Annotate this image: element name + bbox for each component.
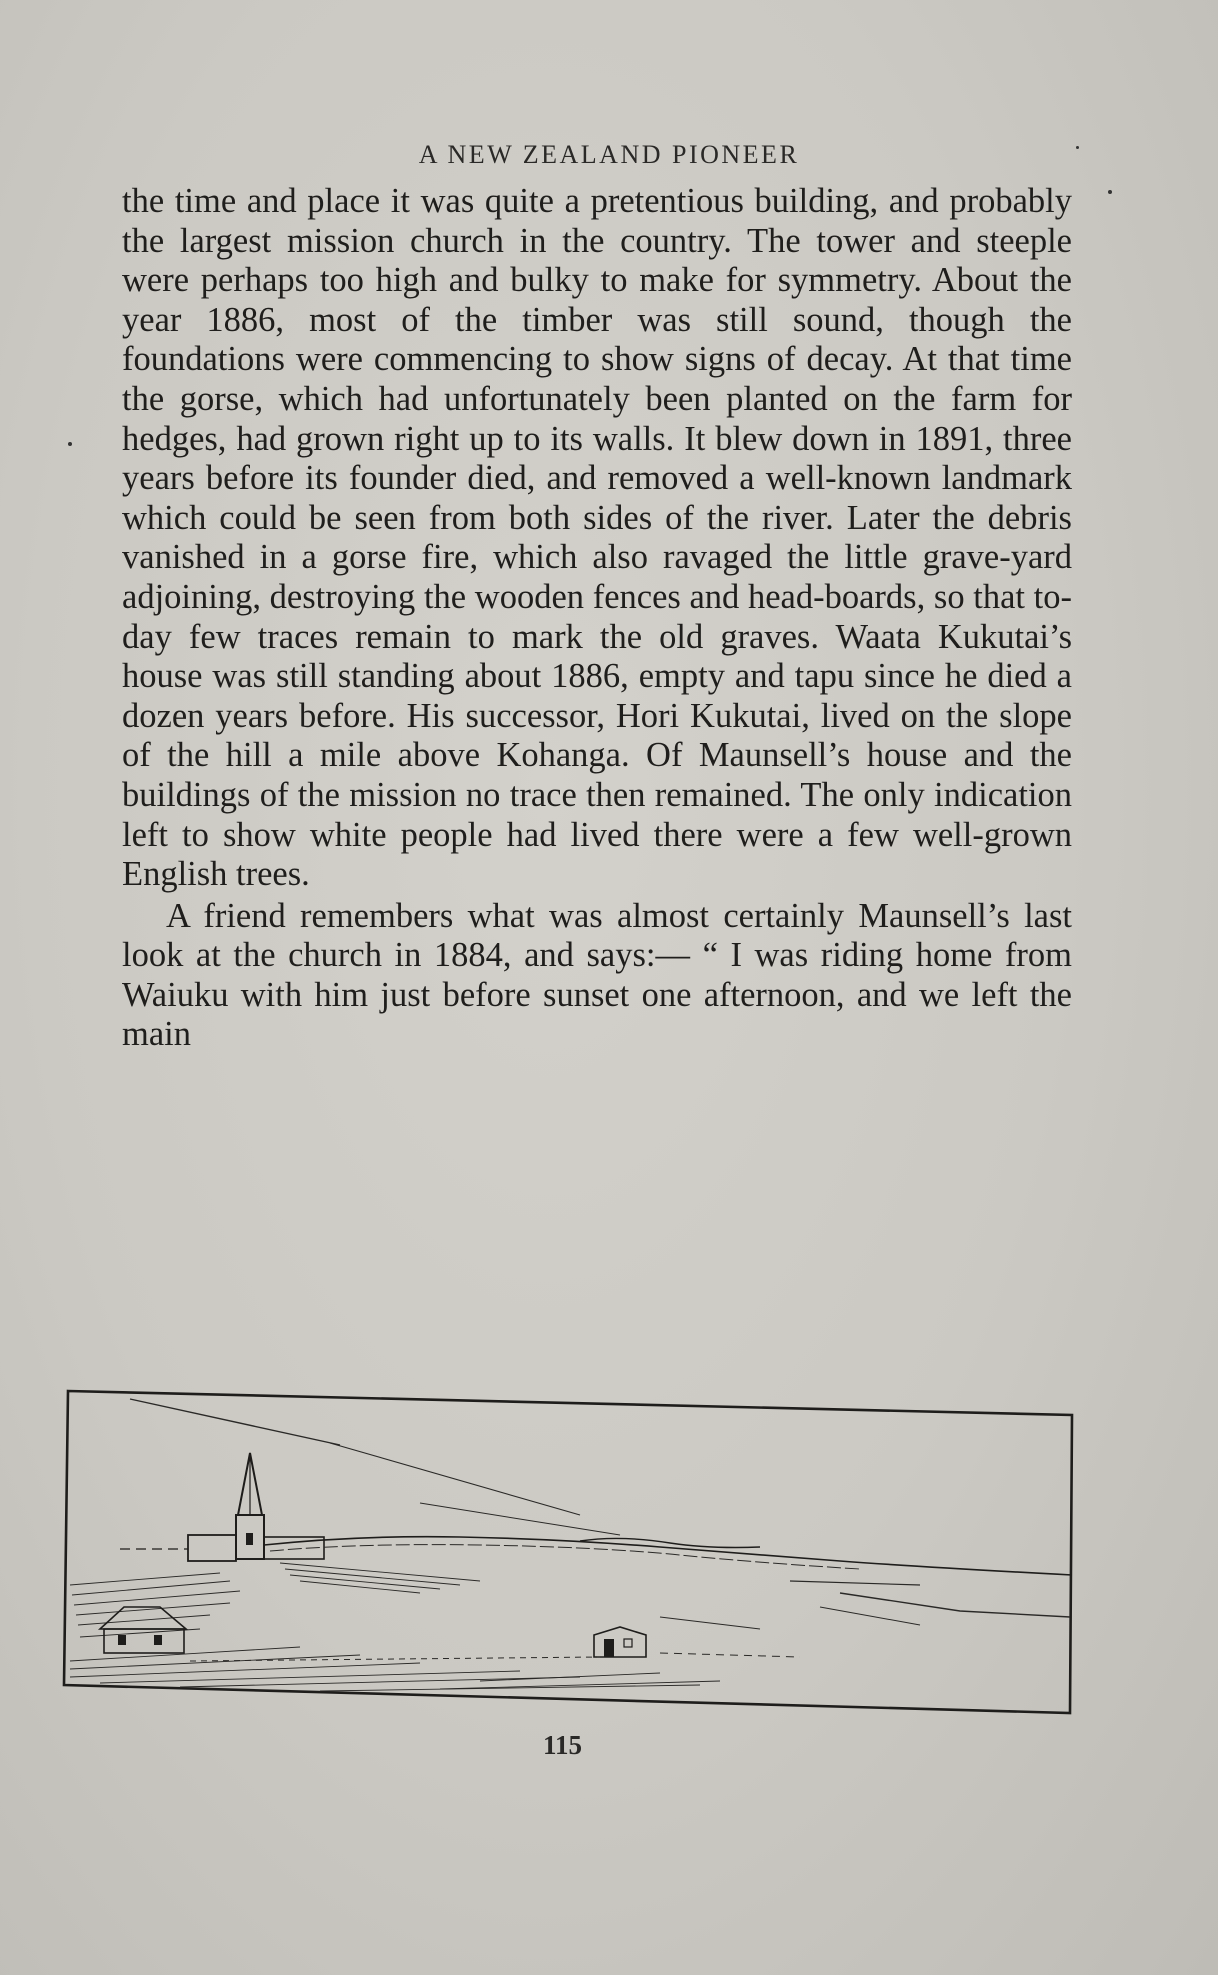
paper-speck: [1076, 146, 1079, 149]
church-landscape-illustration: [60, 1385, 1078, 1715]
paper-speck: [1108, 190, 1112, 194]
paragraph-1: the time and place it was quite a pretentious building, and probably the largest mission church in the country. The tower and steeple were perhaps too high and bulky to make for symmetry. About the year 1886, most of the timber was still sound, though the foundations were commencing to show signs of decay. At that time the gorse, which had unfortunately been planted on the farm for hedges, had grown right up to its walls. It blew down in 1891, three years before its founder died, and removed a well-known landmark which could be seen from both sides of the river. Later the debris vanished in a gorse fire, which also ravaged the little grave-yard adjoining, destroying the wooden fences and head-boards, so that to-day few traces remain to mark the old graves. Waata Kukutai’s house was still standing about 1886, empty and tapu since he died a dozen years before. His successor, Hori Kukutai, lived on the slope of the hill a mile above Kohanga. Of Maunsell’s house and the buildings of the mission no trace then remained. The only indication left to show white people had lived there were a few well-grown English trees.: [122, 182, 1072, 894]
paper-speck: [68, 442, 72, 446]
paragraph-2: A friend remembers what was almost certainly Maunsell’s last look at the church in 1884, and says:— “ I was riding home from Waiuku with him just before sunset one afternoon, and we left the main: [122, 896, 1072, 1054]
page-number: 115: [542, 1730, 582, 1760]
body-text: [122, 182, 1072, 1055]
running-head: A NEW ZEALAND PIONEER: [418, 140, 800, 169]
